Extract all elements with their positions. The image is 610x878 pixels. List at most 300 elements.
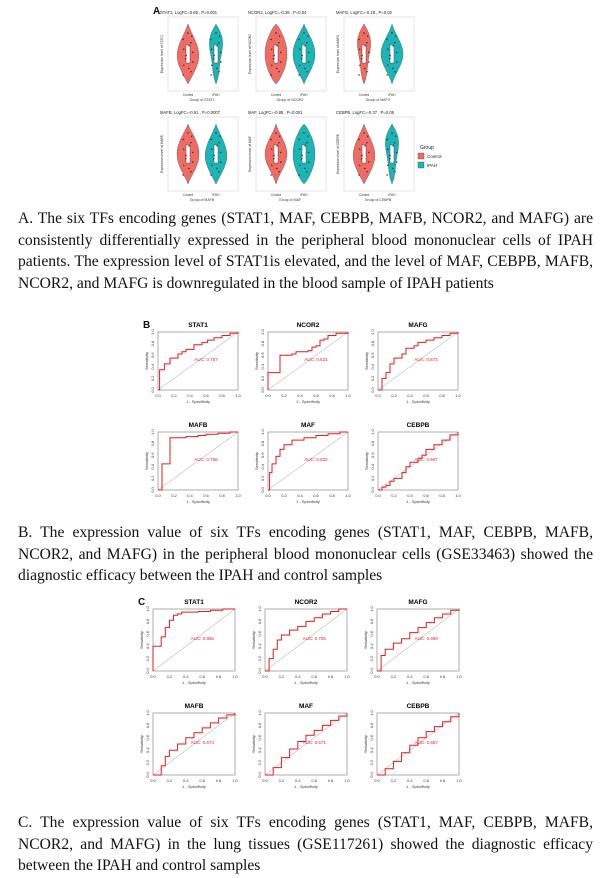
violin-box [362,45,366,63]
violin-y-label: Expression level of STAT1 [160,34,164,74]
violin-x-tick: IPAH [212,93,220,97]
roc-y-tick: 0.0 [145,668,150,674]
violin-point [211,165,212,166]
roc-x-tick: 0.2 [278,778,285,783]
violin-point [218,71,219,72]
violin-point [215,132,216,133]
roc-y-tick: 1.0 [257,710,262,716]
violin-point [363,32,364,33]
panel-a-letter: A [153,6,161,17]
roc-x-tick: 0.2 [281,493,287,498]
roc-x-tick: 0.2 [166,778,173,783]
roc-x-tick: 0.6 [203,393,209,398]
violin-x-tick: IPAH [388,93,396,97]
roc-y-tick: 0.8 [260,440,265,447]
violin-y-label: Expression level of MAF [248,136,252,172]
roc-auc-label: AUC: 0.832 [304,457,328,462]
roc-y-tick: 0.0 [257,772,262,778]
violin-point [182,174,183,175]
violin-point [192,61,193,62]
violin-point [216,168,217,169]
violin-plot-stat1 [160,10,238,102]
roc-x-label: 1 - Specificity [294,680,318,685]
roc-x-label: 1 - Specificity [182,784,206,789]
roc-x-tick: 0.0 [155,393,161,398]
violin-point [386,74,387,75]
violin-point [219,136,220,137]
roc-x-tick: 0.4 [187,493,193,498]
violin-point [210,39,211,40]
roc-y-tick: 1.0 [370,329,375,335]
roc-y-tick: 0.8 [150,340,155,347]
violin-point [190,142,191,143]
violin-point [301,158,302,159]
roc-y-tick: 0.4 [257,747,262,753]
violin-point [276,145,277,146]
violin-point [213,155,214,156]
violin-point [185,158,186,159]
violin-x-tick: Control [182,193,194,197]
violin-point [279,36,280,37]
roc-y-tick: 0.4 [369,643,374,649]
violin-point [280,152,281,153]
violin-x-tick: Control [358,193,370,197]
roc-title: NCOR2 [296,322,320,329]
roc-x-tick: 0.0 [374,778,380,783]
roc-x-tick: 0.8 [439,493,445,498]
violin-point [387,149,388,150]
roc-auc-label: AUC: 0.667 [414,457,438,462]
violin-point [299,165,300,166]
violin-point [213,58,214,59]
roc-y-tick: 0.4 [370,364,375,370]
violin-point [361,58,362,59]
violin-point [358,39,359,40]
violin-point [366,142,367,143]
violin-point [216,68,217,69]
roc-x-tick: 0.2 [391,393,397,398]
violin-point [359,49,360,50]
violin-point [389,158,390,159]
roc-y-tick: 0.6 [257,735,262,741]
violin-point [276,45,277,46]
violin-point [271,49,272,50]
roc-x-tick: 0.8 [219,493,225,498]
violin-x-label: Group of STAT1 [189,98,215,102]
violin-point [366,42,367,43]
roc-x-label: 1 - Specificity [182,680,206,685]
roc-y-tick: 1.0 [150,429,155,435]
violin-point [389,155,390,156]
roc-x-tick: 0.2 [281,393,287,398]
violin-point [278,171,279,172]
violin-point [276,68,277,69]
roc-y-tick: 0.4 [370,464,375,470]
violin-point [395,136,396,137]
roc-auc-label: AUC: 0.726 [302,636,326,641]
violin-point [359,149,360,150]
violin-box [302,145,306,163]
violin-point [271,149,272,150]
violin-x-tick: IPAH [300,93,308,97]
violin-point [210,174,211,175]
violin-point [182,139,183,140]
roc-plot-c-mafb [139,703,239,789]
violin-x-tick: Control [270,93,282,97]
roc-x-tick: 1.0 [455,393,461,398]
roc-auc-label: AUC: 0.757 [194,357,218,362]
violin-point [273,55,274,56]
violin-plot-mafg [336,10,414,102]
roc-auc-label: AUC: 0.690 [414,636,438,641]
roc-x-tick: 0.2 [390,778,397,783]
violin-title: MAFG, LogFC=-0.18 , P=0.02 [336,10,392,15]
violin-point [306,42,307,43]
roc-x-tick: 0.2 [390,674,397,679]
violin-point [301,155,302,156]
violin-point [306,142,307,143]
violin-point [183,65,184,66]
roc-y-tick: 0.2 [145,759,150,766]
violin-point [394,142,395,143]
violin-point [187,32,188,33]
roc-auc-label: AUC: 0.758 [194,457,218,462]
roc-y-label: Sensitivity [251,630,256,650]
roc-y-tick: 0.0 [370,487,375,493]
roc-x-tick: 1.0 [344,778,350,783]
roc-y-label: Sensitivity [363,630,368,650]
roc-y-tick: 0.6 [370,452,375,458]
roc-y-tick: 0.2 [260,375,265,382]
violin-point [191,136,192,137]
roc-x-tick: 0.8 [327,778,334,783]
roc-x-tick: 0.6 [313,393,319,398]
violin-point [276,168,277,169]
figure-b-roc [140,320,470,520]
violin-title: MAFB, LogFC=-0.91 , P=0.0007 [160,110,221,115]
roc-x-label: 1 - Specificity [186,399,210,404]
violin-point [304,45,305,46]
violin-point [307,136,308,137]
violin-point [306,71,307,72]
roc-x-tick: 1.0 [232,674,238,679]
violin-point [361,55,362,56]
roc-x-tick: 0.8 [329,393,335,398]
roc-x-tick: 0.8 [215,778,222,783]
violin-point [394,171,395,172]
roc-y-tick: 1.0 [369,606,374,612]
roc-y-label: Sensitivity [254,451,259,471]
violin-point [213,55,214,56]
roc-y-tick: 0.0 [369,772,374,778]
roc-x-tick: 0.0 [262,674,268,679]
violin-point [359,165,360,166]
roc-y-tick: 0.8 [370,440,375,447]
roc-y-tick: 0.0 [369,668,374,674]
panel-b-letter: B [143,320,151,331]
roc-y-tick: 0.2 [145,655,150,662]
violin-plot-ncor2 [248,10,326,102]
violin-x-tick: IPAH [300,193,308,197]
violin-point [368,161,369,162]
violin-point [301,58,302,59]
violin-point [192,161,193,162]
roc-title: CEBPB [406,703,430,710]
roc-x-tick: 0.2 [391,493,397,498]
roc-x-tick: 1.0 [345,493,351,498]
violin-point [392,168,393,169]
violin-point [270,139,271,140]
violin-x-tick: Control [358,93,370,97]
roc-x-tick: 0.0 [155,493,161,498]
roc-y-tick: 0.4 [150,464,155,470]
roc-auc-label: AUC: 0.855 [190,636,214,641]
violin-point [299,65,300,66]
panel-c-letter: C [138,597,146,608]
violin-point [218,171,219,172]
roc-y-tick: 0.8 [150,440,155,447]
roc-y-tick: 1.0 [150,329,155,335]
violin-point [220,52,221,53]
violin-point [273,158,274,159]
roc-title: MAF [298,703,314,710]
roc-title: STAT1 [188,322,208,329]
violin-point [210,74,211,75]
roc-title: MAFB [184,703,204,710]
violin-x-tick: IPAH [388,193,396,197]
roc-x-tick: 0.6 [311,674,317,679]
roc-plot-c-mafg [363,599,463,685]
roc-y-tick: 0.4 [150,364,155,370]
violin-point [368,152,369,153]
roc-y-tick: 0.8 [145,722,150,729]
violin-point [298,39,299,40]
violin-point [366,71,367,72]
violin-box [362,145,366,163]
violin-point [364,145,365,146]
violin-point [278,71,279,72]
violin-point [396,61,397,62]
roc-x-tick: 0.6 [423,778,429,783]
violin-point [308,152,309,153]
roc-x-tick: 0.8 [439,778,446,783]
roc-y-tick: 1.0 [145,606,150,612]
violin-point [358,174,359,175]
roc-plot-b-mafg [364,322,462,404]
violin-point [366,171,367,172]
roc-y-tick: 0.6 [150,452,155,458]
roc-plot-c-stat1 [139,599,239,685]
legend-label: Control [427,154,442,159]
roc-x-tick: 0.6 [423,674,429,679]
violin-x-label: Group of CEBPB [364,198,392,202]
roc-x-tick: 1.0 [455,493,461,498]
violin-point [363,132,364,133]
violin-point [192,152,193,153]
violin-title: MAF, LogFC=-0.88 , P=0.001 [248,110,303,115]
roc-y-tick: 0.2 [257,759,262,766]
violin-point [210,139,211,140]
violin-point [364,168,365,169]
violin-box [390,45,394,63]
roc-plot-c-maf [251,703,351,789]
roc-x-tick: 1.0 [232,778,238,783]
roc-y-tick: 0.2 [150,475,155,482]
violin-point [389,55,390,56]
roc-y-tick: 0.2 [369,655,374,662]
roc-y-tick: 0.2 [257,655,262,662]
violin-point [387,165,388,166]
roc-y-tick: 0.4 [257,643,262,649]
violin-point [308,61,309,62]
roc-y-tick: 0.6 [370,352,375,358]
roc-x-tick: 0.6 [423,493,429,498]
roc-x-tick: 0.0 [375,393,381,398]
roc-x-tick: 0.4 [297,393,303,398]
violin-point [368,61,369,62]
roc-y-label: Sensitivity [139,734,144,754]
roc-y-tick: 0.2 [369,759,374,766]
violin-point [396,152,397,153]
violin-point [270,174,271,175]
violin-point [211,65,212,66]
violin-point [386,139,387,140]
violin-point [280,52,281,53]
roc-x-tick: 0.8 [327,674,334,679]
roc-x-tick: 1.0 [456,674,462,679]
caption-a: A. The six TFs encoding genes (STAT1, MAF, CEBPB, MAFB, NCOR2, and MAFG) are consistently differentially expressed in the peripheral blood mononuclear cells of IPAH patients. The expression level of STAT1is elevated, and the level of MAF, CEBPB, MAFB, NCOR2, and MAFG is downregulated in the blood sample of IPAH patients [18,210,593,292]
violin-point [183,49,184,50]
roc-y-tick: 0.4 [369,747,374,753]
violin-title: NCOR2, LogFC=-0.35 , P=0.04 [248,10,307,15]
violin-point [275,32,276,33]
roc-x-tick: 0.0 [262,778,268,783]
roc-y-tick: 0.0 [150,487,155,493]
roc-y-tick: 0.0 [260,387,265,393]
roc-x-tick: 0.0 [150,674,156,679]
violin-point [298,174,299,175]
violin-point [182,39,183,40]
roc-y-tick: 0.6 [369,735,374,741]
roc-x-tick: 0.4 [407,393,413,398]
violin-point [280,61,281,62]
roc-y-tick: 0.6 [145,735,150,741]
roc-y-tick: 0.8 [370,340,375,347]
violin-point [188,68,189,69]
roc-x-tick: 0.2 [166,674,173,679]
figure-a-violins [150,4,450,204]
violin-point [188,145,189,146]
roc-y-tick: 1.0 [257,606,262,612]
violin-point [279,136,280,137]
roc-x-label: 1 - Specificity [186,499,210,504]
roc-y-tick: 0.2 [370,475,375,482]
roc-y-label: Sensitivity [144,351,149,371]
roc-y-tick: 0.0 [260,487,265,493]
legend-title: Group [420,145,434,151]
roc-y-tick: 0.0 [257,668,262,674]
violin-point [278,42,279,43]
violin-point [298,74,299,75]
violin-point [218,142,219,143]
violin-point [190,171,191,172]
legend-swatch [418,162,424,168]
violin-point [216,45,217,46]
roc-y-tick: 0.2 [150,375,155,382]
violin-point [278,142,279,143]
violin-title: CEBPB, LogFC=-0.37 , P=0.05 [336,110,394,115]
violin-point [364,45,365,46]
roc-y-tick: 1.0 [370,429,375,435]
violin-point [271,65,272,66]
roc-x-tick: 0.6 [199,778,205,783]
roc-auc-label: AUC: 0.671 [302,740,326,745]
violin-point [395,36,396,37]
violin-x-label: Group of NCOR2 [276,98,304,102]
violin-point [187,132,188,133]
violin-box [214,145,218,163]
roc-y-label: Sensitivity [363,734,368,754]
violin-point [389,58,390,59]
violin-point [299,149,300,150]
roc-title: MAFG [408,322,428,329]
roc-title: MAFB [188,422,208,429]
violin-y-label: Expression level of MAFB [160,135,164,173]
roc-y-tick: 0.6 [257,631,262,637]
violin-point [396,52,397,53]
roc-y-tick: 0.4 [260,464,265,470]
violin-point [392,45,393,46]
legend-swatch [418,153,424,159]
roc-x-tick: 0.4 [407,674,413,679]
violin-point [361,158,362,159]
roc-x-tick: 0.4 [407,778,413,783]
violin-x-tick: IPAH [212,193,220,197]
roc-x-tick: 1.0 [235,493,241,498]
violin-point [391,32,392,33]
violin-point [188,45,189,46]
roc-y-tick: 0.2 [370,375,375,382]
violin-point [220,152,221,153]
violin-y-label: Expression level of CEBPB [336,134,340,174]
roc-plot-b-maf [254,422,352,504]
violin-point [270,74,271,75]
violin-point [185,155,186,156]
violin-point [391,132,392,133]
roc-y-tick: 1.0 [145,710,150,716]
violin-point [364,68,365,69]
roc-plot-c-cebpb [363,703,463,789]
roc-y-tick: 1.0 [260,429,265,435]
roc-plot-b-stat1 [144,322,242,404]
roc-x-tick: 0.2 [171,493,177,498]
roc-x-tick: 0.2 [278,674,285,679]
violin-point [213,158,214,159]
violin-point [361,155,362,156]
violin-point [367,36,368,37]
roc-y-tick: 0.8 [257,618,262,625]
violin-point [367,136,368,137]
roc-x-tick: 0.6 [199,674,205,679]
roc-y-tick: 0.6 [150,352,155,358]
roc-x-tick: 1.0 [344,674,350,679]
figure-c-roc [135,597,475,805]
violin-x-tick: Control [270,193,282,197]
violin-point [303,132,304,133]
violin-y-label: Expression level of NCOR2 [248,33,252,75]
roc-x-tick: 0.6 [313,493,319,498]
roc-x-tick: 0.2 [171,393,177,398]
